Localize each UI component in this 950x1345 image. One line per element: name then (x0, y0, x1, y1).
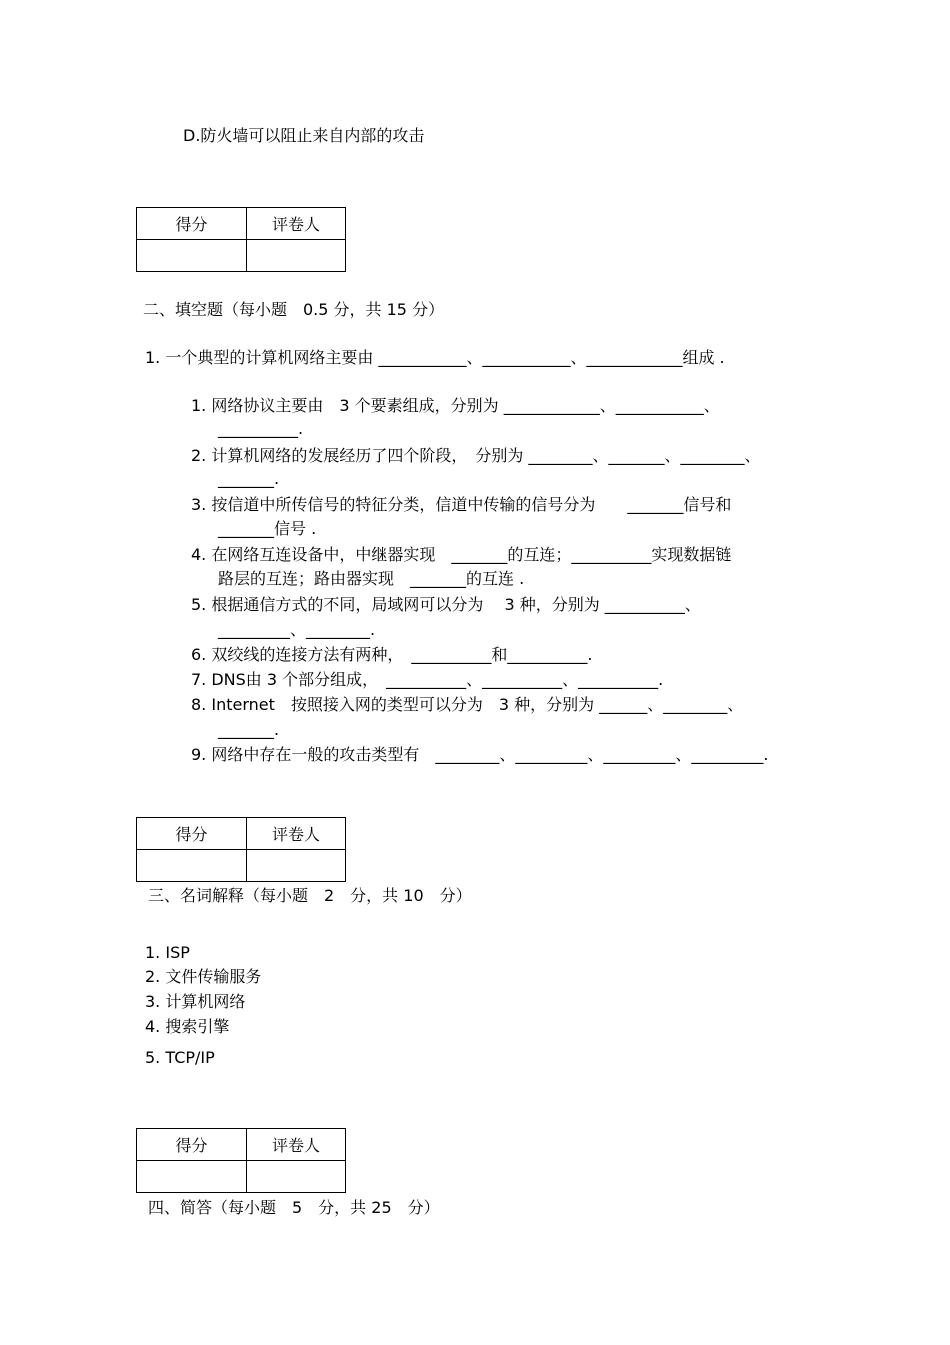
fill-item: 3. 按信道中所传信号的特征分类，信道中传输的信号分为 _______信号和 (191, 495, 732, 514)
fill-item: 5. 根据通信方式的不同，局域网可以分为 3 种，分别为 __________、 (191, 595, 701, 614)
fill-item-cont: _______. (218, 469, 280, 488)
score-table (136, 207, 346, 272)
option-d: D.防火墙可以阻止来自内部的攻击 (183, 126, 425, 145)
fill-item-cont: _________、________. (218, 620, 376, 639)
term-item: 1. ISP (145, 943, 190, 962)
fill-item-cont: 路层的互连；路由器实现 _______的互连 . (218, 569, 525, 588)
fill-item-cont: _______信号 . (218, 519, 317, 538)
fill-item: 9. 网络中存在一般的攻击类型有 ________、_________、_________、_________. (191, 745, 769, 764)
section-heading: 二、填空题（每小题 0.5 分，共 15 分） (143, 300, 445, 319)
score-header: 得分 (137, 208, 247, 240)
grader-header: 评卷人 (247, 208, 346, 240)
grader-cell[interactable] (247, 240, 346, 272)
score-cell[interactable] (137, 850, 247, 882)
fill-item: 8. Internet 按照接入网的类型可以分为 3 种，分别为 ______、________、 (191, 695, 744, 714)
fill-item: 1. 网络协议主要由 3 个要素组成，分别为 ____________、___________、 (191, 396, 720, 415)
score-cell[interactable] (137, 240, 247, 272)
grader-cell[interactable] (247, 1161, 346, 1193)
term-item: 4. 搜索引擎 (145, 1017, 230, 1036)
section-heading: 三、名词解释（每小题 2 分，共 10 分） (148, 886, 472, 905)
term-item: 5. TCP/IP (145, 1048, 215, 1067)
term-item: 3. 计算机网络 (145, 992, 246, 1011)
fill-item: 2. 计算机网络的发展经历了四个阶段， 分别为 ________、_______、________、 (191, 446, 761, 465)
fill-item: 4. 在网络互连设备中，中继器实现 _______的互连；__________实现数据链 (191, 545, 732, 564)
question: 1. 一个典型的计算机网络主要由 ___________、___________、____________组成 . (145, 348, 725, 367)
fill-item: 6. 双绞线的连接方法有两种， __________和__________. (191, 645, 593, 664)
grader-cell[interactable] (247, 850, 346, 882)
fill-item: 7. DNS由 3 个部分组成， __________、__________、__________. (191, 670, 664, 689)
score-header: 得分 (137, 1129, 247, 1161)
score-table (136, 817, 346, 882)
score-cell[interactable] (137, 1161, 247, 1193)
grader-header: 评卷人 (247, 818, 346, 850)
term-item: 2. 文件传输服务 (145, 967, 262, 986)
grader-header: 评卷人 (247, 1129, 346, 1161)
fill-item-cont: _______. (218, 720, 280, 739)
score-table (136, 1128, 346, 1193)
fill-item-cont: __________. (218, 419, 304, 438)
section-heading: 四、简答（每小题 5 分，共 25 分） (148, 1198, 440, 1217)
score-header: 得分 (137, 818, 247, 850)
